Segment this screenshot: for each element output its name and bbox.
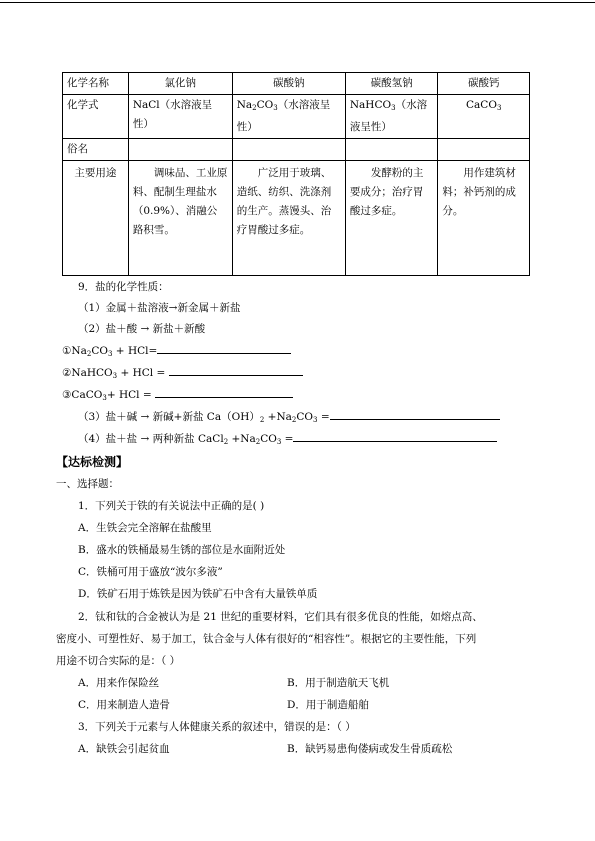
answer-blank[interactable] — [169, 364, 303, 376]
empty-cell — [438, 139, 530, 161]
option[interactable]: C．用来制造人造骨 — [78, 699, 171, 711]
equation-1: $①Na_2CO_3 + HCl=$ — [62, 342, 291, 362]
formula-cell: $Na_2CO_3$（水溶液呈性） — [232, 95, 345, 139]
top-rule — [0, 2, 595, 3]
option[interactable]: B．缺钙易患佝偻病或发生骨质疏松 — [287, 743, 453, 755]
row-label: 主要用途 — [63, 161, 129, 276]
question-2-line-1: 2．钛和钛的合金被认为是 21 世纪的重要材料，它们具有很多优良的性能，如熔点高、 — [78, 611, 483, 623]
property-1: （1）金属＋盐溶液→新金属＋新盐 — [78, 302, 241, 314]
salt-properties-table — [62, 72, 530, 276]
table-header-cell: 碳酸氢钠 — [345, 73, 438, 95]
option[interactable]: C．铁桶可用于盛放“波尔多液” — [78, 566, 223, 578]
option[interactable]: B．用于制造航天飞机 — [287, 677, 390, 689]
table-row-formula — [63, 95, 530, 139]
part-title: 一、选择题： — [56, 478, 119, 490]
section-heading: 【达标检测】 — [56, 455, 129, 469]
question-3: 3．下列关于元素与人体健康关系的叙述中，错误的是：（ ） — [78, 721, 356, 733]
table-row-common-name — [63, 139, 530, 161]
equation-3: ③CaCO$_3$+ HCl = — [62, 386, 293, 406]
use-cell: 调味品、工业原料、配制生理盐水（0.9%）、消融公路积雪。 — [128, 161, 232, 276]
answer-blank[interactable] — [155, 386, 293, 398]
row-label: 俗名 — [63, 139, 129, 161]
table-row-uses — [63, 161, 530, 276]
table-header-cell: 碳酸钙 — [438, 73, 530, 95]
formula-cell: NaHCO$_3$（水溶液呈性） — [345, 95, 438, 139]
table-header-cell: 氯化钠 — [128, 73, 232, 95]
answer-blank[interactable] — [330, 408, 500, 420]
empty-cell — [232, 139, 345, 161]
empty-cell — [128, 139, 232, 161]
section-9-title: 9．盐的化学性质： — [78, 281, 169, 293]
table-header-row — [63, 73, 530, 95]
option[interactable]: D．用于制造船舶 — [287, 699, 369, 711]
empty-cell — [345, 139, 438, 161]
answer-blank[interactable] — [293, 430, 497, 442]
option[interactable]: D．铁矿石用于炼铁是因为铁矿石中含有大量铁单质 — [78, 588, 318, 600]
use-cell: 广泛用于玻璃、造纸、纺织、洗涤剂的生产。蒸馒头、治疗胃酸过多症。 — [232, 161, 345, 276]
option[interactable]: B．盛水的铁桶最易生锈的部位是水面附近处 — [78, 544, 286, 556]
table-header-cell: 化学名称 — [63, 73, 129, 95]
property-4: （4）盐＋盐 → 两种新盐 CaCl$_2$ $+Na_2CO_3$ = — [78, 430, 497, 450]
formula-cell: CaCO$_3$ — [438, 95, 530, 139]
question-2-line-3: 用途不切合实际的是：（ ） — [56, 655, 181, 667]
property-3: （3）盐＋碱 → 新碱+新盐 $Ca(OH)_2 +Na_2CO_3$ = — [78, 408, 500, 428]
property-2: （2）盐＋酸 → 新盐＋新酸 — [78, 323, 206, 335]
option[interactable]: A．用来作保险丝 — [78, 677, 160, 689]
equation-2: ②NaHCO$_3$ + HCl = — [62, 364, 303, 384]
row-label: 化学式 — [63, 95, 129, 139]
table-header-cell: 碳酸钠 — [232, 73, 345, 95]
option[interactable]: A．缺铁会引起贫血 — [78, 743, 170, 755]
answer-blank[interactable] — [157, 342, 291, 354]
use-cell: 发酵粉的主要成分；治疗胃酸过多症。 — [345, 161, 438, 276]
use-cell: 用作建筑材料；补钙剂的成分。 — [438, 161, 530, 276]
question-2-line-2: 密度小、可塑性好、易于加工，钛合金与人体有很好的“相容性”。根据它的主要性能，下列 — [56, 633, 477, 645]
formula-cell: NaCl（水溶液呈性） — [128, 95, 232, 139]
question-1: 1．下列关于铁的有关说法中正确的是( ) — [78, 500, 265, 512]
option[interactable]: A．生铁会完全溶解在盐酸里 — [78, 522, 212, 534]
